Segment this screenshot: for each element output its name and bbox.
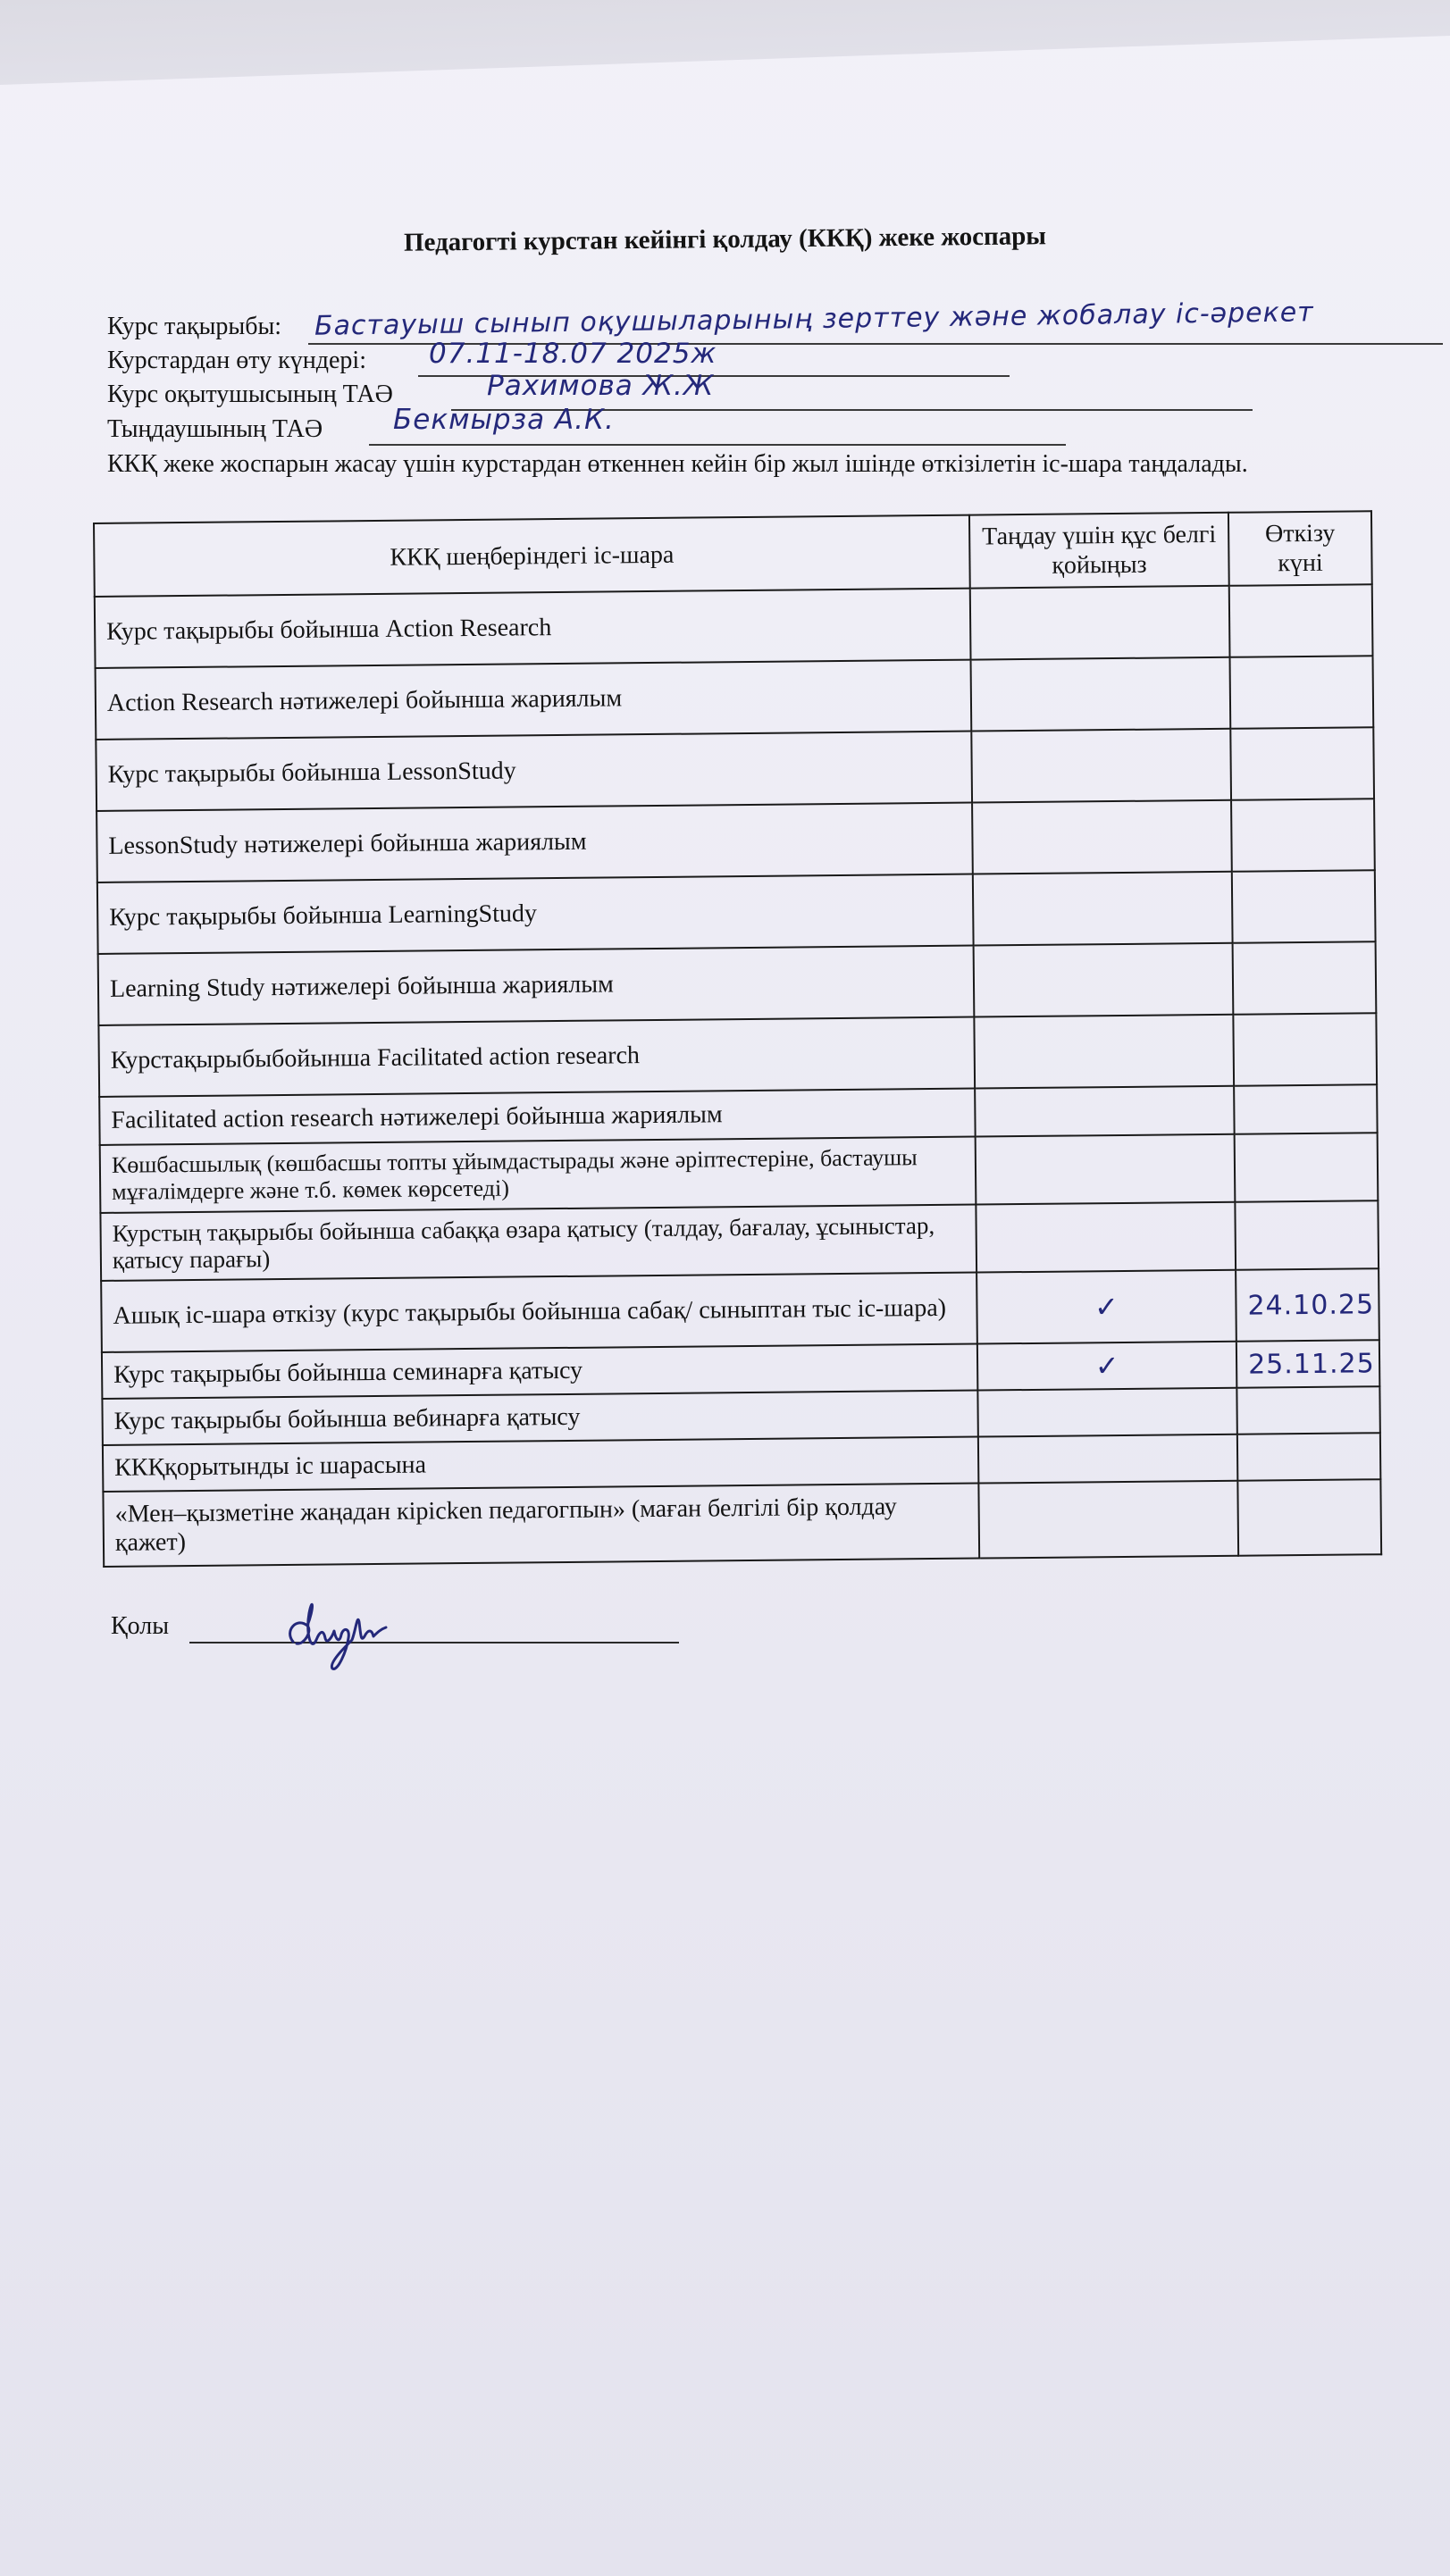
date-cell[interactable] xyxy=(1233,941,1377,1015)
mark-cell[interactable] xyxy=(977,1388,1236,1437)
mark-cell[interactable] xyxy=(973,872,1233,946)
activity-cell: ККҚқорытынды іс шарасына xyxy=(103,1437,978,1492)
document-title: Педагогті курстан кейінгі қолдау (ККҚ) жеке жоспары xyxy=(403,222,1047,257)
table-row xyxy=(96,656,1374,740)
activity-cell: Курс тақырыбы бойынша LessonStudy xyxy=(96,732,972,811)
activity-cell: Learning Study нәтижелері бойынша жариялым xyxy=(98,946,975,1025)
table-row xyxy=(103,1479,1381,1567)
header-mark: Таңдау үшін құс белгі қойыңыз xyxy=(969,513,1229,589)
header-activity: ККҚ шеңберіндегі іс-шара xyxy=(94,515,970,597)
activity-cell: Facilitated action research нәтижелері бойынша жариялым xyxy=(99,1089,975,1145)
checkmark-cell[interactable]: ✓ xyxy=(977,1342,1236,1391)
activity-cell: Курс тақырыбы бойынша семинарға қатысу xyxy=(102,1344,977,1399)
table-row xyxy=(100,1133,1379,1213)
table-row xyxy=(96,799,1375,882)
activity-cell: Курстың тақырыбы бойынша сабаққа өзара қатысу (талдау, бағалау, ұсыныстар, қатысу парағы) xyxy=(100,1205,976,1281)
header-date: Өткізу күні xyxy=(1228,511,1372,586)
date-cell[interactable] xyxy=(1234,1084,1378,1134)
course-dates-value: 07.11-18.07 2025ж xyxy=(429,338,717,370)
course-topic-value: Бастауыш сынып оқушыларының зерттеу және жобалау іс-әрекет xyxy=(314,297,1314,342)
signature-label: Қолы xyxy=(111,1612,170,1640)
date-cell[interactable] xyxy=(1237,1433,1380,1481)
activity-cell: Курстақырыбыбойынша Facilitated action research xyxy=(98,1017,975,1097)
date-cell[interactable] xyxy=(1233,1013,1377,1086)
activity-cell: Курс тақырыбы бойынша Action Research xyxy=(95,589,971,668)
mark-cell[interactable] xyxy=(975,1086,1235,1137)
listener-row xyxy=(107,415,323,444)
date-cell[interactable] xyxy=(1235,1133,1379,1202)
table-row xyxy=(101,1268,1379,1352)
table-row xyxy=(100,1200,1379,1281)
table-row xyxy=(96,727,1374,811)
date-cell[interactable] xyxy=(1235,1200,1379,1270)
checkmark-cell[interactable]: ✓ xyxy=(976,1270,1236,1344)
table-row xyxy=(98,941,1377,1025)
date-cell[interactable] xyxy=(1236,1386,1379,1434)
activity-cell: Ашық іс-шара өткізу (курс тақырыбы бойынша сабақ/ сыныптан тыс іс-шара) xyxy=(101,1273,977,1352)
mark-cell[interactable] xyxy=(976,1134,1236,1205)
activity-cell: «Мен–қызметіне жаңадан кірісken педагогпын» (маған белгілі бір қолдау қажет) xyxy=(103,1484,979,1567)
date-cell[interactable] xyxy=(1230,656,1374,729)
listener-underline xyxy=(369,444,1066,446)
table-row xyxy=(97,870,1376,954)
table-row xyxy=(95,584,1373,668)
activity-plan-table xyxy=(93,510,1382,1568)
mark-cell[interactable] xyxy=(971,729,1231,803)
course-topic-label: Курс тақырыбы: xyxy=(107,313,282,340)
mark-cell[interactable] xyxy=(974,1015,1234,1089)
date-cell[interactable]: 24.10.25 xyxy=(1236,1268,1379,1342)
mark-cell[interactable] xyxy=(971,657,1231,732)
listener-label: Тыңдаушының ТАӘ xyxy=(107,415,323,443)
activity-cell: Курс тақырыбы бойынша вебинарға қатысу xyxy=(102,1391,977,1445)
date-cell[interactable]: 25.11.25 xyxy=(1236,1340,1379,1388)
activity-cell: Action Research нәтижелері бойынша жариялым xyxy=(96,660,972,740)
mark-cell[interactable] xyxy=(974,943,1234,1017)
mark-cell[interactable] xyxy=(970,586,1230,660)
table-header-row xyxy=(94,511,1372,597)
signature-line[interactable] xyxy=(189,1642,679,1643)
date-cell[interactable] xyxy=(1229,584,1373,657)
handwritten-signature xyxy=(277,1586,393,1676)
intro-paragraph: ККҚ жеке жоспарын жасау үшін курстардан өткеннен кейін бір жыл ішінде өткізілетін іс-шара таңдалады. xyxy=(107,450,1248,478)
date-cell[interactable] xyxy=(1230,727,1374,800)
date-cell[interactable] xyxy=(1237,1479,1381,1556)
table-row xyxy=(98,1013,1377,1097)
activity-cell: LessonStudy нәтижелері бойынша жариялым xyxy=(96,803,973,882)
mark-cell[interactable] xyxy=(976,1202,1236,1273)
course-topic-row xyxy=(107,313,281,341)
listener-value: Бекмырза А.К. xyxy=(393,404,615,436)
mark-cell[interactable] xyxy=(972,800,1232,874)
mark-cell[interactable] xyxy=(978,1434,1237,1484)
teacher-value: Рахимова Ж.Ж xyxy=(487,370,715,402)
course-dates-row xyxy=(107,347,366,375)
teacher-label: Курс оқытушысының ТАӘ xyxy=(107,381,393,408)
mark-cell[interactable] xyxy=(978,1481,1238,1559)
course-dates-label: Курстардан өту күндері: xyxy=(107,347,366,374)
activity-cell: Курс тақырыбы бойынша LearningStudy xyxy=(97,874,974,954)
activity-cell: Көшбасшылық (көшбасшы топты ұйымдастырады және әріптестеріне, бастаушы мұғалімдерге және т.б. көмек көрсетеді) xyxy=(100,1137,976,1213)
date-cell[interactable] xyxy=(1232,870,1376,943)
date-cell[interactable] xyxy=(1231,799,1375,872)
teacher-row xyxy=(107,381,393,409)
